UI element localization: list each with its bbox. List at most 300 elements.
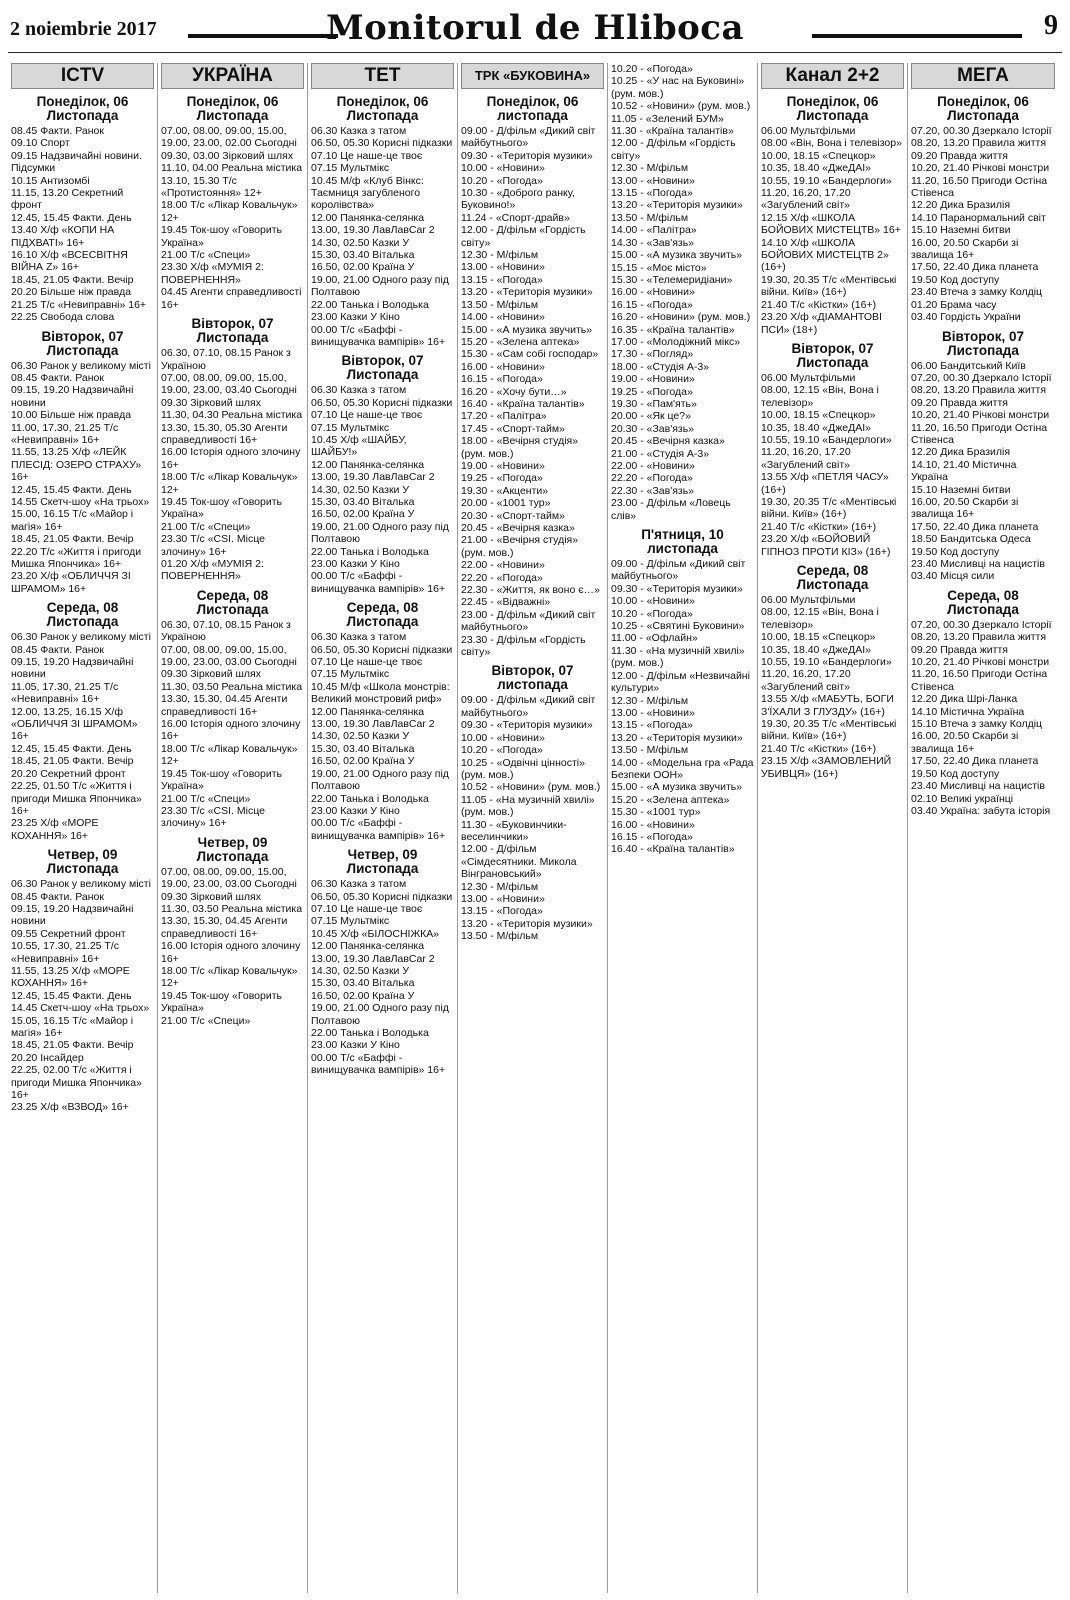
program-entry: 21.40 Т/с «Кістки» (16+) [761, 520, 877, 533]
program-entry: 09.20 Правда життя [911, 643, 1008, 656]
channel-header: ТЕТ [311, 63, 454, 89]
program-entry: 12.00 Панянка-селянка [311, 940, 425, 953]
program-entry: 19.00, 21.00 Одного разу під Полтавою [311, 1002, 449, 1027]
program-entry: 07.00, 08.00, 09.00, 15.00, 19.00, 23.00, 03.40 Сьогодні [161, 371, 297, 397]
program-entry: 11.30, 03.50 Реальна містика [161, 680, 303, 693]
day-heading: П'ятниця, 10 листопада [641, 527, 724, 557]
program-entry: 16.00, 20.50 Скарби зі звалища 16+ [911, 730, 1019, 755]
program-entry: 11.00, 17.30, 21.25 Т/с «Невиправні» 16+ [11, 421, 119, 446]
program-entry: 15.05, 16.15 Т/с «Майор і магія» 16+ [11, 1014, 134, 1039]
program-entry: 13.20 - «Територія музики» [461, 286, 593, 299]
program-entry: 23.20 Х/ф «ОБЛИЧЧЯ ЗІ ШРАМОМ» 16+ [11, 570, 131, 595]
program-entry: 00.00 Т/с «Баффі - винищувачка вампірів» 16+ [311, 570, 446, 595]
program-entry: 11.20, 16.20, 17.20 «Загублений світ» [761, 446, 851, 471]
program-entry: 15.00, 16.15 Т/с «Майор і магія» 16+ [11, 508, 134, 533]
program-entry: 04.45 Агенти справедливості 16+ [161, 286, 302, 311]
program-entry: 22.25, 01.50 Т/с «Життя і пригоди Мишка Япончика» 16+ [11, 780, 142, 817]
program-entry: 10.35, 18.40 «ДжеДАІ» [761, 643, 871, 656]
program-entry: 09.15, 19.20 Надзвичайні новини [11, 384, 134, 409]
program-entry: 11.20, 16.50 Пригоди Остіна Стівенса [911, 421, 1048, 446]
program-entry: 13.00, 19.30 ЛавЛавCar 2 [311, 471, 435, 484]
day-heading: Вівторок, 07 Листопада [791, 340, 874, 370]
program-entry: 14.45 Скетч-шоу «На трьох» [11, 1002, 150, 1015]
program-entry: 11.10, 04.00 Реальна містика [161, 162, 303, 175]
program-entry: 03.40 Україна: забута історія [911, 804, 1051, 817]
program-entry: 13.50 - М/фільм [611, 211, 689, 224]
program-entry: 15.30 - «1001 тур» [611, 806, 701, 819]
program-entry: 18.45, 21.05 Факти. Вечір [11, 1039, 134, 1052]
program-entry: 12.20 Дика Бразилія [911, 199, 1011, 212]
program-entry: 20.20 Інсайдер [11, 1051, 84, 1064]
program-entry: 01.20 Х/ф «МУМІЯ 2: ПОВЕРНЕННЯ» [161, 558, 264, 583]
program-entry: 12.30 - М/фільм [611, 162, 689, 175]
newspaper-title: Monitorul de Hliboca [325, 8, 745, 48]
program-entry: 14.30, 02.50 Казки У [311, 730, 410, 743]
program-entry: 12.45, 15.45 Факти. День [11, 211, 132, 224]
program-entry: 19.50 Код доступу [911, 545, 1000, 558]
program-entry: 22.20 - «Погода» [611, 472, 693, 485]
program-entry: 15.15 - «Моє місто» [611, 261, 707, 274]
program-entry: 18.00 Т/с «Лікар Ковальчук» 12+ [161, 964, 298, 990]
program-entry: 19.00 - «Новини» [611, 373, 695, 386]
program-entry: 01.20 Брама часу [911, 298, 997, 311]
program-entry: 13.30, 15.30, 04.45 Агенти справедливості 16+ [161, 693, 288, 718]
program-entry: 15.20 - «Зелена аптека» [461, 335, 580, 348]
program-entry: 15.00 - «А музика звучить» [461, 323, 593, 336]
program-entry: 11.05 - «Зелений БУМ» [611, 112, 724, 125]
program-entry: 09.15, 19.20 Надзвичайні новини [11, 902, 134, 928]
program-entry: 23.00 Казки У Кіно [311, 558, 400, 570]
program-entry: 12.15 Х/ф «ШКОЛА БОЙОВИХ МИСТЕЦТВ» 16+ [761, 211, 901, 237]
program-entry: 07.20, 00.30 Дзеркало Історії [911, 125, 1052, 137]
channel-header: УКРАЇНА [161, 63, 304, 89]
program-entry: 16.00 Історія одного злочину 16+ [161, 718, 301, 743]
program-entry: 19.45 Ток-шоу «Говорить Україна» [161, 989, 282, 1015]
program-entry: 12.30 - М/фільм [461, 249, 539, 262]
channel-column [908, 63, 1058, 1593]
program-entry: 13.50 - М/фільм [461, 930, 539, 943]
program-entry: 09.55 Секретний фронт [11, 927, 126, 940]
program-entry: 09.30 Зірковий шлях [161, 890, 261, 903]
program-entry: 15.20 - «Зелена аптека» [611, 793, 730, 806]
tv-schedule-columns [8, 63, 1062, 1593]
program-entry: 06.30 Ранок у великому місті [11, 631, 151, 644]
channel-header: ТРК «БУКОВИНА» [461, 63, 604, 89]
program-entry: 15.30 - «Телемеридіани» [611, 273, 733, 286]
channel-column [8, 63, 158, 1593]
channel-header: ICTV [11, 63, 154, 89]
program-entry: 10.20 - «Погода» [461, 174, 543, 187]
day-heading: Вівторок, 07 Листопада [41, 328, 124, 358]
program-entry: 13.50 - М/фільм [611, 744, 689, 757]
channel-column [458, 63, 608, 1593]
program-entry: 03.40 Гордість України [911, 311, 1021, 324]
program-entry: 16.50, 02.00 Країна У [311, 755, 415, 768]
program-entry: 06.30, 07.10, 08.15 Ранок з Україною [161, 347, 291, 372]
program-entry: 11.15, 13.20 Секретний фронт [11, 187, 124, 212]
program-entry: 22.30 - «Життя, як воно є…» [461, 584, 600, 597]
program-entry: 06.00 Бандитський Київ [911, 359, 1026, 372]
program-entry: 09.30 - «Територія музики» [461, 719, 593, 732]
program-entry: 15.30 - «Сам собі господар» [461, 348, 599, 361]
program-entry: 20.20 Більше ніж правда [11, 286, 132, 299]
program-entry: 22.00 Танька і Володька [311, 545, 429, 558]
program-entry: 14.00 - «Палітра» [611, 224, 697, 237]
program-entry: 23.00 - Д/фільм «Ловець слів» [611, 497, 731, 522]
program-entry: 17.45 - «Спорт-тайм» [461, 422, 565, 435]
program-entry: 10.45 Х/ф «БІЛОСНІЖКА» [311, 927, 440, 940]
program-entry: 23.00 Казки У Кіно [311, 1039, 400, 1052]
program-entry: 20.45 - «Вечірня казка» [461, 522, 575, 534]
program-entry: 07.10 Це наше-це твоє [311, 409, 423, 422]
program-entry: 16.50, 02.00 Країна У [311, 989, 415, 1002]
program-entry: 19.30, 20.35 Т/с «Ментівські війни. Київ» (16+) [761, 273, 897, 299]
program-entry: 06.30 Казка з татом [311, 631, 407, 644]
program-entry: 13.15 - «Погода» [461, 273, 543, 286]
program-entry: 09.20 Правда життя [911, 396, 1008, 409]
program-entry: 17.30 - «Погляд» [611, 348, 694, 361]
program-entry: 18.45, 21.05 Факти. Вечір [11, 273, 134, 286]
program-entry: 10.55, 19.10 «Бандерлоги» [761, 656, 892, 669]
program-entry: 17.50, 22.40 Дика планета [911, 261, 1039, 274]
program-entry: 13.50 - М/фільм [461, 298, 539, 311]
program-entry: 23.40 Мисливці на нацистів [911, 558, 1045, 570]
program-entry: 12.00 - Д/фільм «Гордість світу» [611, 137, 736, 162]
program-entry: 20.30 - «Спорт-тайм» [461, 509, 565, 522]
program-entry: 22.00 - «Новини» [461, 559, 545, 572]
program-entry: 13.00 - «Новини» [611, 706, 695, 719]
program-entry: 16.50, 02.00 Країна У [311, 508, 415, 521]
day-heading: Середа, 08 Листопада [947, 587, 1019, 617]
program-entry: 19.30 - «Пам'ять» [611, 397, 697, 410]
program-entry: 23.40 Мисливці на нацистів [911, 780, 1045, 793]
program-entry: 13.55 Х/ф «МАБУТЬ, БОГИ З'ЇХАЛИ З ГЛУЗДУ» (16+) [761, 693, 894, 718]
program-entry: 23.40 Втеча з замку Колдіц [911, 286, 1043, 299]
program-entry: 21.00 Т/с «Специ» [161, 520, 251, 533]
issue-date: 2 noiembrie 2017 [10, 18, 157, 40]
program-entry: 09.30 Зірковий шлях [161, 396, 261, 409]
program-entry: 12.00 Панянка-селянка [311, 211, 425, 224]
program-entry: 15.00 - «А музика звучить» [611, 249, 743, 262]
program-entry: 16.00 Історія одного злочину 16+ [161, 940, 301, 965]
day-heading: Понеділок, 06 Листопада [336, 94, 429, 123]
program-entry: 22.00 - «Новини» [611, 460, 695, 472]
program-entry: 07.15 Мультмікс [311, 915, 390, 928]
program-entry: 19.30 - «Акценти» [461, 484, 549, 497]
program-entry: 09.00 - Д/фільм «Дикий світ майбутнього» [461, 125, 596, 150]
program-entry: 16.40 - «Країна талантів» [461, 397, 585, 410]
program-entry: 23.30 Х/ф «МУМІЯ 2: ПОВЕРНЕННЯ» [161, 261, 264, 286]
program-entry: 23.00 Казки У Кіно [311, 804, 400, 817]
program-entry: 06.00 Мультфільми [761, 594, 856, 606]
program-entry: 08.00 «Він, Вона і телевізор» [761, 137, 902, 150]
program-entry: 19.50 Код доступу [911, 767, 1000, 780]
program-entry: 10.45 Х/ф «ШАЙБУ, ШАЙБУ!» [311, 433, 407, 459]
day-heading: Понеділок, 06 Листопада [937, 94, 1029, 123]
program-entry: 08.45 Факти. Ранок [11, 890, 104, 903]
program-entry: 11.05 - «На музичній хвилі» (рум. мов.) [461, 793, 595, 819]
program-entry: 16.10 Х/ф «ВСЕСВІТНЯ ВІЙНА Z» 16+ [11, 249, 128, 274]
program-entry: 10.20, 21.40 Річкові монстри [911, 162, 1050, 175]
program-entry: 13.00, 19.30 ЛавЛавCar 2 [311, 952, 435, 965]
program-entry: 12.00 Панянка-селянка [311, 705, 425, 718]
program-entry: 06.30 Казка з татом [311, 384, 407, 397]
program-entry: 16.20 - «Хочу бути…» [461, 385, 567, 398]
program-entry: 06.50, 05.30 Корисні підказки [311, 137, 453, 150]
program-entry: 21.40 Т/с «Кістки» (16+) [761, 742, 877, 755]
day-heading: Четвер, 09 Листопада [346, 847, 419, 877]
program-entry: 13.00 - «Новини» [461, 261, 545, 274]
program-entry: 11.30, 03.50 Реальна містика [161, 902, 303, 915]
program-entry: 13.15 - «Погода» [611, 719, 693, 732]
program-entry: 10.35, 18.40 «ДжеДАІ» [761, 421, 871, 434]
program-entry: 21.00 Т/с «Специ» [161, 249, 251, 262]
program-entry: 09.30 Зірковий шлях [161, 668, 261, 681]
program-entry: 15.30, 03.40 Віталька [311, 977, 415, 990]
program-entry: 10.00, 18.15 «Спецкор» [761, 409, 876, 422]
program-entry: 10.00 Більше ніж правда [11, 409, 132, 422]
program-entry: 13.00 - «Новини» [611, 174, 695, 187]
program-entry: 10.20 - «Погода» [611, 607, 693, 620]
program-entry: 19.30, 20.35 Т/с «Ментівські війни. Київ» (16+) [761, 495, 897, 521]
program-entry: 14.30, 02.50 Казки У [311, 236, 410, 249]
program-entry: 06.30 Казка з татом [311, 125, 407, 137]
program-entry: 23.25 Х/ф «МОРЕ КОХАННЯ» 16+ [11, 817, 99, 842]
program-entry: 18.00 Т/с «Лікар Ковальчук» 12+ [161, 471, 298, 496]
program-entry: 02.10 Великі українці [911, 792, 1014, 805]
channel-column [158, 63, 308, 1593]
program-entry: 15.30, 03.40 Віталька [311, 495, 415, 508]
channel-column [758, 63, 908, 1593]
program-entry: 22.00 Танька і Володька [311, 1027, 429, 1039]
day-heading: Четвер, 09 Листопада [196, 834, 269, 864]
program-entry: 16.35 - «Країна талантів» [611, 323, 735, 336]
program-entry: 20.20 Секретний фронт [11, 767, 126, 780]
program-entry: 18.45, 21.05 Факти. Вечір [11, 755, 134, 768]
masthead [8, 6, 1062, 53]
program-entry: 21.25 Т/с «Невиправні» 16+ [11, 298, 147, 311]
program-entry: 13.10, 15.30 Т/с «Протистояння» 12+ [161, 174, 262, 200]
program-entry: 23.30 - Д/фільм «Гордість світу» [461, 633, 586, 659]
program-entry: 13.00, 19.30 ЛавЛавCar 2 [311, 718, 435, 731]
day-heading: Понеділок, 06 Листопада [36, 94, 129, 123]
day-heading: Четвер, 09 Листопада [46, 847, 119, 877]
program-entry: 17.00 - «Молодіжний мікс» [611, 335, 741, 348]
program-entry: 11.20, 16.20, 17.20 «Загублений світ» [761, 187, 851, 212]
program-entry: 22.20 Т/с «Життя і пригоди Мишка Япончика» 16+ [11, 545, 142, 570]
program-entry: 21.00 - «Вечірня студія» (рум. мов.) [461, 534, 579, 559]
program-entry: 10.20, 21.40 Річкові монстри [911, 409, 1050, 422]
program-entry: 18.00 - «Студія А-3» [611, 360, 710, 373]
program-entry: 09.10 Спорт [11, 137, 70, 150]
program-entry: 14.00 - «Модельна гра «Рада Безпеки ООН» [611, 756, 754, 781]
program-entry: 16.20 - «Новини» (рум. мов.) [611, 311, 751, 324]
program-entry: 03.40 Місця сили [911, 570, 995, 583]
program-entry: 21.00 Т/с «Специ» [161, 792, 251, 805]
program-entry: 14.10 Паранормальний світ [911, 211, 1046, 224]
program-entry: 23.20 Х/ф «БОЙОВИЙ ГІПНОЗ ПРОТИ КІЗ» (16+) [761, 533, 891, 558]
channel-header: МЕГА [911, 63, 1055, 89]
program-entry: 10.25 - «Святині Буковини» [611, 620, 745, 633]
program-entry: 11.30 - «Буковинчики-веселинчики» [461, 818, 567, 843]
program-entry: 19.00, 21.00 Одного разу під Полтавою [311, 520, 449, 546]
program-entry: 16.15 - «Погода» [461, 373, 543, 386]
program-entry: 21.40 Т/с «Кістки» (16+) [761, 298, 877, 311]
program-entry: 18.00 - «Вечірня студія» (рум. мов.) [461, 435, 579, 460]
program-entry: 21.00 Т/с «Специ» [161, 1014, 251, 1027]
program-entry: 06.00 Мультфільми [761, 371, 856, 384]
program-entry: 08.20, 13.20 Правила життя [911, 137, 1047, 150]
program-entry: 12.30 - М/фільм [611, 694, 689, 707]
program-entry: 12.00, 13.25, 16.15 Х/ф «ОБЛИЧЧЯ ЗІ ШРАМОМ» 16+ [11, 705, 138, 743]
program-entry: 00.00 Т/с «Баффі - винищувачка вампірів» 16+ [311, 323, 446, 348]
program-entry: 13.00 - «Новини» [461, 892, 545, 905]
program-entry: 23.00 Казки У Кіно [311, 311, 400, 324]
program-entry: 14.00 - «Новини» [461, 311, 545, 324]
program-entry: 07.00, 08.00, 09.00, 15.00, 19.00, 23.00, 03.00 Сьогодні [161, 865, 297, 891]
program-entry: 06.30, 07.10, 08.15 Ранок з Україною [161, 618, 291, 644]
program-entry: 11.30 - «На музичній хвилі» (рум. мов.) [611, 644, 745, 670]
program-entry: 11.30 - «Країна талантів» [611, 125, 734, 138]
program-entry: 07.20, 00.30 Дзеркало Історії [911, 618, 1052, 631]
program-entry: 13.15 - «Погода» [611, 187, 693, 200]
program-entry: 13.40 Х/ф «КОПИ НА ПІДХВАТІ» 16+ [11, 224, 115, 249]
program-entry: 14.30 - «Зав'язь» [611, 236, 695, 249]
program-entry: 13.20 - «Територія музики» [611, 199, 743, 212]
program-entry: 20.00 - «Як це?» [611, 410, 691, 423]
program-entry: 10.55, 17.30, 21.25 Т/с «Невиправні» 16+ [11, 940, 119, 965]
program-entry: 15.10 Наземні битви [911, 483, 1011, 496]
program-entry: 22.25, 02.00 Т/с «Життя і пригоди Мишка Япончика» 16+ [11, 1064, 142, 1102]
program-entry: 09.30 - «Територія музики» [611, 582, 743, 595]
program-entry: 06.50, 05.30 Корисні підказки [311, 890, 453, 903]
program-entry: 19.00, 21.00 Одного разу під Полтавою [311, 273, 449, 299]
day-heading: Вівторок, 07 листопада [491, 663, 574, 693]
program-entry: 07.10 Це наше-це твоє [311, 656, 423, 669]
program-entry: 16.00, 20.50 Скарби зі звалища 16+ [911, 495, 1019, 521]
program-entry: 07.15 Мультмікс [311, 668, 390, 681]
program-entry: 14.10, 21.40 Містична Україна [911, 458, 1017, 484]
program-entry: 10.25 - «У нас на Буковині» (рум. мов.) [611, 75, 745, 100]
program-entry: 10.52 - «Новини» (рум. мов.) [461, 781, 601, 794]
program-entry: 23.30 Т/с «CSI. Місце злочину» 16+ [161, 533, 265, 558]
program-entry: 22.20 - «Погода» [461, 571, 543, 584]
day-heading: Середа, 08 Листопада [346, 600, 419, 630]
program-entry: 15.10 Наземні битви [911, 224, 1011, 237]
program-entry: 10.15 Антизомбі [11, 174, 90, 187]
program-entry: 09.15, 19.20 Надзвичайні новини [11, 656, 134, 681]
program-entry: 10.52 - «Новини» (рум. мов.) [611, 100, 751, 113]
program-entry: 16.00, 20.50 Скарби зі звалища 16+ [911, 236, 1019, 262]
program-entry: 10.45 М/ф «Клуб Вінкс: Таємниця загубленого королівства» [311, 174, 424, 212]
program-entry: 13.30, 15.30, 04.45 Агенти справедливості 16+ [161, 915, 288, 940]
program-entry: 08.00, 12.15 «Він, Вона і телевізор» [761, 606, 879, 631]
program-entry: 10.00, 18.15 «Спецкор» [761, 149, 876, 162]
program-entry: 23.20 Х/ф «ДІАМАНТОВІ ПСИ» (18+) [761, 311, 882, 336]
program-entry: 08.20, 13.20 Правила життя [911, 631, 1047, 644]
program-entry: 00.00 Т/с «Баффі - винищувачка вампірів» 16+ [311, 1051, 446, 1077]
program-entry: 13.20 - «Територія музики» [461, 917, 593, 930]
program-entry: 12.00 - Д/фільм «Сімдесятники. Микола Вінграновський» [461, 843, 577, 881]
program-entry: 15.30, 03.40 Віталька [311, 742, 415, 755]
program-entry: 10.20 - «Погода» [461, 744, 543, 757]
program-entry: 12.20 Дика Шрі-Ланка [911, 693, 1018, 706]
day-heading: Вівторок, 07 Листопада [341, 353, 424, 383]
day-heading: Середа, 08 Листопада [46, 600, 119, 630]
program-entry: 12.20 Дика Бразилія [911, 446, 1011, 459]
program-entry: 16.50, 02.00 Країна У [311, 261, 415, 274]
program-entry: 10.25 - «Одвічні цінності» (рум. мов.) [461, 756, 585, 781]
program-entry: 12.00 - Д/фільм «Незвичайні культури» [611, 669, 750, 695]
program-entry: 23.25 Х/ф «ВЗВОД» 16+ [11, 1101, 129, 1114]
program-entry: 12.30 - М/фільм [461, 880, 539, 893]
program-entry: 14.10 Містична Україна [911, 705, 1025, 718]
program-entry: 23.00 - Д/фільм «Дикий світ майбутнього» [461, 608, 596, 634]
program-entry: 13.20 - «Територія музики» [611, 731, 743, 744]
program-entry: 16.15 - «Погода» [611, 830, 693, 843]
program-entry: 11.05, 17.30, 21.25 Т/с «Невиправні» 16+ [11, 680, 119, 706]
program-entry: 20.30 - «Зав'язь» [611, 422, 695, 435]
program-entry: 06.30 Казка з татом [311, 878, 407, 891]
program-entry: 06.50, 05.30 Корисні підказки [311, 643, 453, 656]
program-entry: 16.15 - «Погода» [611, 298, 693, 311]
program-entry: 19.45 Ток-шоу «Говорить Україна» [161, 495, 282, 521]
day-heading: Понеділок, 06 Листопада [186, 94, 279, 123]
program-entry: 10.55, 19.10 «Бандерлоги» [761, 433, 892, 446]
program-entry: 06.00 Мультфільми [761, 125, 856, 137]
program-entry: 10.35, 18.40 «ДжеДАІ» [761, 162, 871, 175]
program-entry: 16.00 - «Новини» [611, 818, 695, 831]
program-entry: 17.50, 22.40 Дика планета [911, 755, 1039, 768]
program-entry: 12.45, 15.45 Факти. День [11, 742, 132, 755]
program-entry: 14.10 Х/ф «ШКОЛА БОЙОВИХ МИСТЕЦТВ 2» (16+) [761, 236, 889, 274]
program-entry: 16.00 Історія одного злочину 16+ [161, 446, 301, 471]
program-entry: 11.20, 16.50 Пригоди Остіна Стівенса [911, 174, 1048, 200]
program-entry: 23.30 Т/с «CSI. Місце злочину» 16+ [161, 804, 265, 830]
program-entry: 12.00 Панянка-селянка [311, 458, 425, 471]
program-entry: 06.50, 05.30 Корисні підказки [311, 396, 453, 409]
program-entry: 11.55, 13.25 Х/ф «МОРЕ КОХАННЯ» 16+ [11, 964, 130, 990]
program-entry: 14.30, 02.50 Казки У [311, 483, 410, 496]
program-entry: 22.00 Танька і Володька [311, 298, 429, 311]
program-entry: 22.45 - «Відважні» [461, 596, 551, 609]
program-entry: 07.10 Це наше-це твоє [311, 149, 423, 162]
program-entry: 18.00 Т/с «Лікар Ковальчук» 12+ [161, 742, 298, 768]
program-entry: 10.00 - «Новини» [461, 731, 545, 744]
program-entry: 19.00 - «Новини» [461, 459, 545, 472]
program-entry: 07.15 Мультмікс [311, 421, 390, 434]
program-entry: 11.30, 04.30 Реальна містика [161, 409, 303, 422]
program-entry: 19.45 Ток-шоу «Говорить Україна» [161, 224, 282, 249]
program-entry: 07.10 Це наше-це твоє [311, 902, 423, 915]
program-entry: 14.55 Скетч-шоу «На трьох» [11, 495, 150, 508]
program-entry: 08.45 Факти. Ранок [11, 125, 104, 137]
program-entry: 09.00 - Д/фільм «Дикий світ майбутнього» [461, 694, 596, 719]
program-entry: 08.45 Факти. Ранок [11, 643, 104, 656]
program-entry: 10.45 М/ф «Школа монстрів: Великий монстровий риф» [311, 680, 450, 706]
program-entry: 10.55, 19.10 «Бандерлоги» [761, 174, 892, 187]
program-entry: 16.00 - «Новини» [461, 360, 545, 373]
program-entry: 00.00 Т/с «Баффі - винищувачка вампірів» 16+ [311, 817, 446, 842]
day-heading: Вівторок, 07 Листопада [941, 328, 1025, 358]
program-entry: 15.30, 03.40 Віталька [311, 249, 415, 262]
program-entry: 06.30 Ранок у великому місті [11, 359, 151, 372]
program-entry: 11.00 - «Офлайн» [611, 632, 698, 645]
program-entry: 12.00 - Д/фільм «Гордість світу» [461, 224, 586, 249]
program-entry: 22.25 Свобода слова [11, 311, 115, 324]
program-entry: 09.15 Надзвичайні новини. Підсумки [11, 149, 142, 175]
program-entry: 20.45 - «Вечірня казка» [611, 435, 725, 448]
